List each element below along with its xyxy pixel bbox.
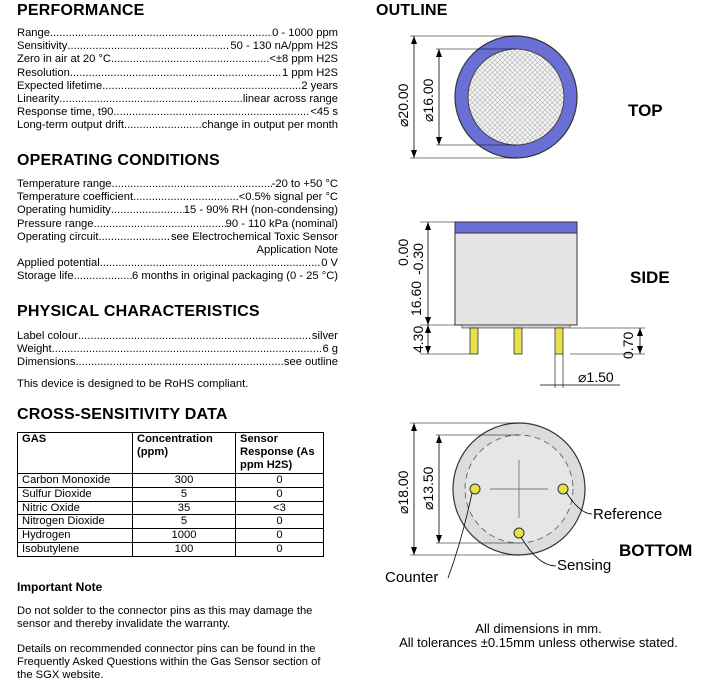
response-cell: <3 (236, 501, 324, 515)
side-label: SIDE (630, 268, 670, 287)
spec-value: 2 years (301, 79, 338, 92)
side-pin-middle (514, 328, 522, 354)
gas-cell: Carbon Monoxide (18, 474, 133, 488)
rohs-statement: This device is designed to be RoHS compliant. (17, 378, 249, 390)
spec-value: 50 - 130 nA/ppm H2S (230, 40, 338, 53)
dim-side-1660: 16.60 (408, 280, 424, 316)
connector-pins-text: Details on recommended connector pins can be found in the Frequently Asked Questions within the Gas Sensor section of the SGX website. (17, 643, 321, 682)
spec-value: 0 - 1000 ppm (272, 27, 338, 39)
spec-value: <45 s (310, 106, 338, 119)
reference-label: Reference (593, 506, 663, 523)
spec-label: Range (17, 27, 50, 39)
spec-label: Response time, t90 (17, 106, 114, 119)
spec-value: <0.5% signal per °C (238, 191, 338, 204)
counter-label: Counter (385, 569, 439, 586)
concentration-cell: 35 (133, 501, 236, 515)
spec-label: Weight (17, 343, 52, 356)
table-header-gas: GAS (18, 433, 133, 474)
spec-value: silver (311, 330, 338, 342)
spec-value-continuation: Application Note (256, 244, 338, 257)
spec-value: see Electrochemical Toxic Sensor (170, 230, 338, 243)
spec-value: 15 - 90% RH (non-condensing) (183, 204, 338, 217)
spec-label: Applied potential (17, 257, 100, 270)
spec-label: Storage life (17, 270, 74, 283)
sensing-pin (514, 528, 524, 538)
important-note-heading: Important Note (17, 580, 103, 594)
gas-cell: Sulfur Dioxide (18, 487, 133, 501)
spec-value: 90 - 110 kPa (nominal) (225, 217, 338, 230)
dim-side-430: 4.30 (410, 325, 426, 353)
response-cell: 0 (236, 487, 324, 501)
spec-label: Long-term output drift (17, 119, 124, 132)
spec-label: Zero in air at 20 °C (17, 53, 112, 66)
gas-cell: Hydrogen (18, 529, 133, 543)
spec-label: Expected lifetime (17, 79, 103, 92)
spec-label: Linearity (17, 93, 60, 106)
spec-label: Label colour (17, 330, 78, 342)
top-mesh (468, 49, 564, 145)
spec-value: -20 to +50 °C (271, 178, 338, 190)
important-note-text: Do not solder to the connector pins as this may damage the sensor and thereby invalidate the warranty. (17, 605, 313, 631)
physical-heading: PHYSICAL CHARACTERISTICS (17, 303, 260, 320)
concentration-cell: 5 (133, 487, 236, 501)
bottom-label: BOTTOM (619, 541, 693, 560)
outline-heading: OUTLINE (376, 2, 448, 19)
spec-value: change in output per month (201, 119, 338, 132)
sensing-label: Sensing (557, 557, 612, 574)
dim-side-030: -0.30 (410, 243, 426, 275)
dim-side-pin: ⌀1.50 (578, 369, 614, 385)
spec-label: Operating circuit (17, 230, 99, 243)
response-cell: 0 (236, 515, 324, 529)
side-body (455, 233, 577, 325)
table-header-response: Sensor Response (As ppm H2S) (236, 433, 324, 474)
dim-top-outer: ⌀20.00 (395, 83, 411, 127)
counter-pin (470, 484, 480, 494)
concentration-cell: 300 (133, 474, 236, 488)
spec-value: 1 ppm H2S (282, 66, 338, 79)
spec-label: Temperature range (17, 178, 112, 190)
side-view (420, 222, 645, 388)
concentration-cell: 1000 (133, 529, 236, 543)
performance-heading: PERFORMANCE (17, 2, 145, 19)
table-header-concentration: Concentration (ppm) (133, 433, 236, 474)
spec-value: linear across range (242, 93, 338, 106)
spec-value: 6 g (322, 343, 338, 356)
dim-bottom-inner: ⌀13.50 (420, 466, 436, 510)
footnote-units: All dimensions in mm. (475, 621, 602, 636)
gas-cell: Isobutylene (18, 542, 133, 556)
spec-label: Sensitivity (17, 40, 68, 53)
operating-heading: OPERATING CONDITIONS (17, 152, 220, 169)
spec-label: Pressure range (17, 217, 94, 230)
spec-label: Operating humidity (17, 204, 111, 217)
top-label: TOP (628, 101, 663, 120)
gas-cell: Nitrogen Dioxide (18, 515, 133, 529)
spec-value: <±8 ppm H2S (269, 53, 338, 66)
side-cap (455, 222, 577, 233)
gas-cell: Nitric Oxide (18, 501, 133, 515)
response-cell: 0 (236, 474, 324, 488)
response-cell: 0 (236, 542, 324, 556)
spec-value: 6 months in original packaging (0 - 25 °C) (132, 270, 338, 283)
response-cell: 0 (236, 529, 324, 543)
side-pin-right (555, 328, 563, 354)
dim-bottom-outer: ⌀18.00 (395, 470, 411, 514)
spec-value: see outline (283, 356, 338, 369)
footnote-tolerances: All tolerances ±0.15mm unless otherwise stated. (399, 635, 678, 650)
spec-value: 0 V (321, 257, 338, 270)
bottom-view (410, 423, 592, 578)
side-pin-left (470, 328, 478, 354)
cross-heading: CROSS-SENSITIVITY DATA (17, 406, 228, 423)
spec-label: Dimensions (17, 356, 76, 369)
dim-side-070: 0.70 (620, 331, 636, 359)
concentration-cell: 5 (133, 515, 236, 529)
dim-top-inner: ⌀16.00 (420, 78, 436, 122)
spec-label: Temperature coefficient (17, 191, 134, 204)
dim-side-000: 0.00 (395, 238, 411, 266)
concentration-cell: 100 (133, 542, 236, 556)
spec-label: Resolution (17, 66, 70, 79)
